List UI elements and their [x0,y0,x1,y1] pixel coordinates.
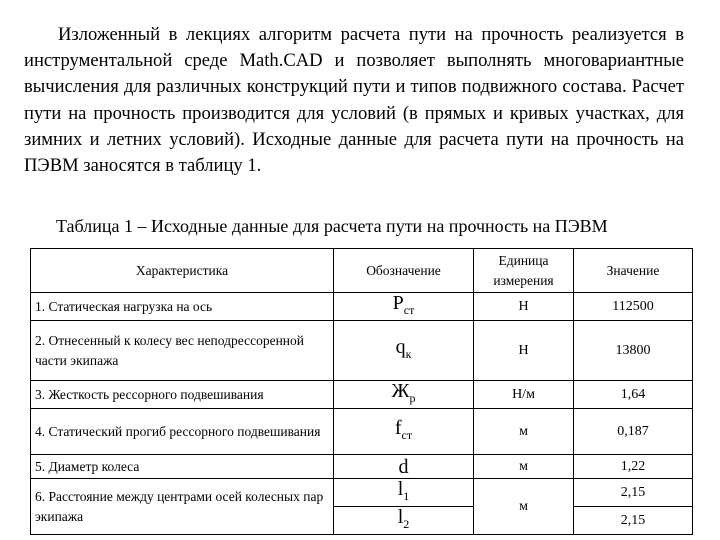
row-value: 13800 [574,321,693,381]
header-value: Значение [574,249,693,293]
symbol-main: l [397,506,404,528]
symbol-main: d [398,455,409,478]
symbol-main: f [394,417,402,439]
row-symbol [334,507,474,535]
row-value: 1,22 [574,455,693,479]
body-paragraph: Изложенный в лекциях алгоритм расчета пути на прочность реализуется в инструментальной среде Math.CAD и позволяет выполнять многовариантные вычисления для различных конструкций пути и типов подвижного состава. Расчет пути на прочность производится для условий (в прямых и кривых участках, для зимних и летних условий). Исходные данные для расчета пути на прочность на ПЭВМ заносятся в таблицу 1. [24,24,684,177]
row-symbol [334,455,474,479]
table-row [31,455,693,479]
row-characteristic: 6. Расстояние между центрами осей колесных пар экипажа [31,479,334,535]
row-value: 2,15 [574,507,693,535]
input-data-table [30,248,693,535]
table-row [31,293,693,321]
header-characteristic: Характеристика [31,249,334,293]
row-symbol [334,409,474,455]
symbol-main: Ж [391,380,410,402]
table-caption: Таблица 1 – Исходные данные для расчета пути на прочность на ПЭВМ [56,216,608,236]
row-value: 1,64 [574,381,693,409]
table-row [31,381,693,409]
row-unit: м [474,409,574,455]
row-unit: Н/м [474,381,574,409]
symbol-subscript: ст [403,303,415,317]
row-value: 0,187 [574,409,693,455]
row-characteristic: 3. Жесткость рессорного подвешивания [31,381,334,409]
symbol-subscript: 2 [403,517,410,531]
row-symbol [334,293,474,321]
row-unit: Н [474,321,574,381]
row-symbol [334,381,474,409]
row-characteristic: 4. Статический прогиб рессорного подвешивания [31,409,334,455]
row-value: 112500 [574,293,693,321]
row-unit: м [474,455,574,479]
symbol-subscript: р [409,391,416,405]
symbol-main: q [395,336,406,358]
row-value: 2,15 [574,479,693,507]
table-header-row [31,249,693,293]
table-row [31,479,693,507]
row-symbol [334,479,474,507]
row-symbol [334,321,474,381]
symbol-subscript: к [405,347,412,361]
row-characteristic: 1. Статическая нагрузка на ось [31,293,334,321]
table-row [31,321,693,381]
symbol-main: P [392,292,404,314]
row-unit: м [474,479,574,535]
table-row [31,409,693,455]
row-characteristic: 5. Диаметр колеса [31,455,334,479]
row-characteristic: 2. Отнесенный к колесу вес неподрессоренной части экипажа [31,321,334,381]
symbol-subscript: ст [401,428,413,442]
header-unit: Единица измерения [474,249,574,293]
row-unit: Н [474,293,574,321]
symbol-main: l [397,478,404,500]
header-symbol: Обозначение [334,249,474,293]
symbol-subscript: 1 [403,489,410,503]
